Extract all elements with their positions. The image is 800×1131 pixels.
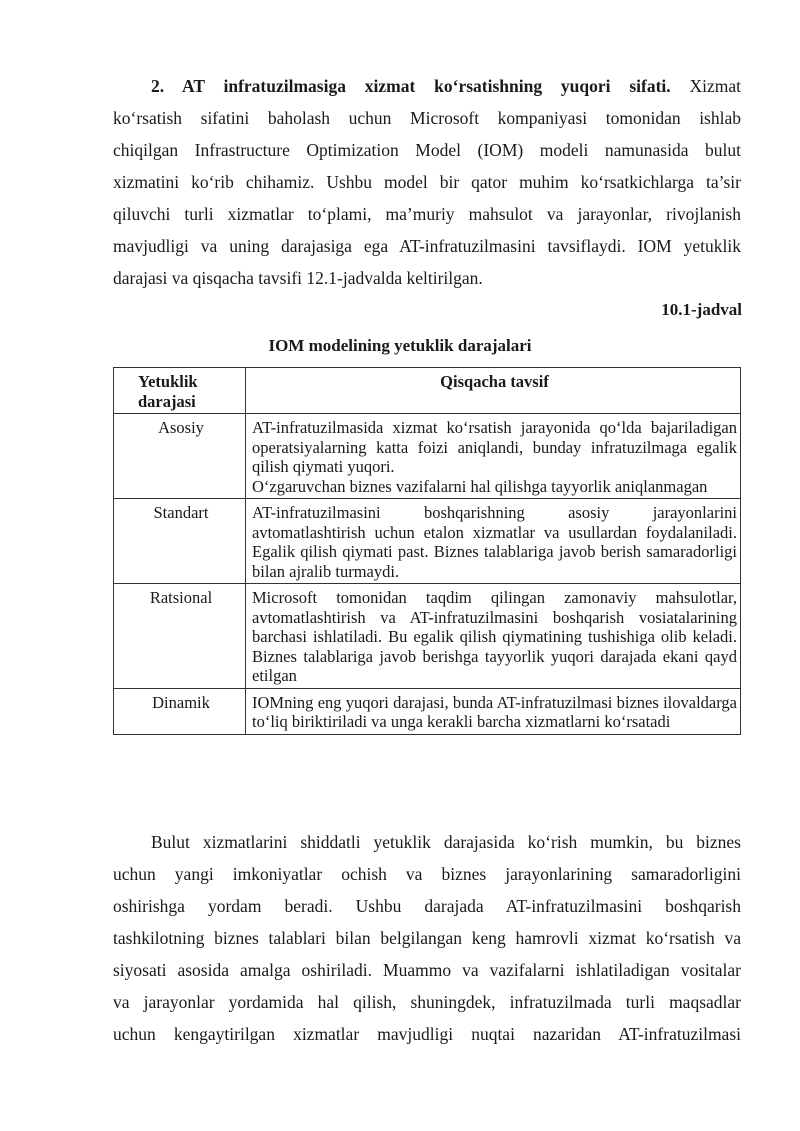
closing-line-6: va jarayonlar yordamida hal qilish, shuningdek, infratuzilmada turli maqsadlar (113, 992, 741, 1012)
intro-line-4: xizmatini ko‘rib chihamiz. Ushbu model bir qator muhim ko‘rsatkichlarga ta’sir (113, 172, 741, 192)
header-level: Yetuklik darajasi (114, 368, 246, 414)
closing-line-4: tashkilotning biznes talablari bilan belgilangan keng hamrovli xizmat ko‘rsatish va (113, 928, 741, 948)
description-text: O‘zgaruvchan biznes vazifalarni hal qilishga tayyorlik aniqlanmagan (252, 476, 708, 496)
intro-paragraph (113, 70, 741, 294)
intro-line-1 (113, 70, 741, 102)
table-header-row (114, 368, 741, 414)
closing-line-1: Bulut xizmatlarini shiddatli yetuklik darajasida ko‘rish mumkin, bu biznes (151, 832, 741, 852)
description-cell (246, 584, 741, 689)
table-number: 10.1-jadval (661, 300, 742, 319)
closing-line-7: uchun kengaytirilgan xizmatlar mavjudligi nuqtai nazaridan AT-infratuzilmasi (113, 1024, 741, 1044)
description-cell (246, 499, 741, 584)
table-row (114, 688, 741, 734)
description-text: AT-infratuzilmasida xizmat ko‘rsatish jarayonida qo‘lda bajariladigan operatsiyalarning katta foizi aniqlandi, bunday infratuzilmaga egalik qilish qiymati yuqori. (252, 418, 737, 476)
intro-line-7: darajasi va qisqacha tavsifi 12.1-jadvalda keltirilgan. (113, 268, 483, 288)
level-cell: Standart (114, 499, 246, 584)
description-text: AT-infratuzilmasini boshqarishning asosiy jarayonlarini avtomatlashtirish uchun etalon xizmatlar va usullardan foydalaniladi. Egalik qilish qiymati past. Biznes talablariga javob berish samaradorligi bilan ajralib turmaydi. (252, 503, 737, 581)
table-row (114, 414, 741, 499)
table-row (114, 499, 741, 584)
intro-line-5: qiluvchi turli xizmatlar to‘plami, ma’muriy mahsulot va jarayonlar, rivojlanish (113, 204, 741, 224)
closing-line-2: uchun yangi imkoniyatlar ochish va biznes jarayonlarining samaradorligini (113, 864, 741, 884)
maturity-table (113, 367, 741, 735)
description-text: IOMning eng yuqori darajasi, bunda AT-infratuzilmasi biznes ilovaldarga to‘liq biriktiriladi va unga kerakli barcha xizmatlarni ko‘rsatadi (252, 692, 737, 731)
closing-paragraph (113, 826, 741, 1050)
header-description: Qisqacha tavsif (246, 368, 741, 414)
description-cell (246, 414, 741, 499)
closing-line-3: oshirishga yordam beradi. Ushbu darajada AT-infratuzilmasini boshqarish (113, 896, 741, 916)
table-title: IOM modelining yetuklik darajalari (268, 336, 532, 355)
description-text: Microsoft tomonidan taqdim qilingan zamonaviy mahsulotlar, avtomatlashtirish va AT-infratuzilmasini boshqarish vosiatalarining barchasi ishlatiladi. Bu egalik qilish qiymatining tushishiga olib keladi. Biznes talablariga javob berishga tayyorlik yuqori darajada ekani qayd etilgan (252, 588, 737, 685)
intro-line-1-text: Xizmat (689, 76, 741, 96)
section-heading: 2. AT infratuzilmasiga xizmat ko‘rsatishning yuqori sifati. (151, 76, 671, 96)
level-cell: Ratsional (114, 584, 246, 689)
description-cell (246, 688, 741, 734)
intro-line-2: ko‘rsatish sifatini baholash uchun Microsoft kompaniyasi tomonidan ishlab (113, 108, 741, 128)
level-cell: Dinamik (114, 688, 246, 734)
intro-line-6: mavjudligi va uning darajasiga ega AT-infratuzilmasini tavsiflaydi. IOM yetuklik (113, 236, 741, 256)
table-row (114, 584, 741, 689)
closing-line-5: siyosati asosida amalga oshiriladi. Muammo va vazifalarni ishlatiladigan vositalar (113, 960, 741, 980)
level-cell: Asosiy (114, 414, 246, 499)
intro-line-3: chiqilgan Infrastructure Optimization Model (IOM) modeli namunasida bulut (113, 140, 741, 160)
